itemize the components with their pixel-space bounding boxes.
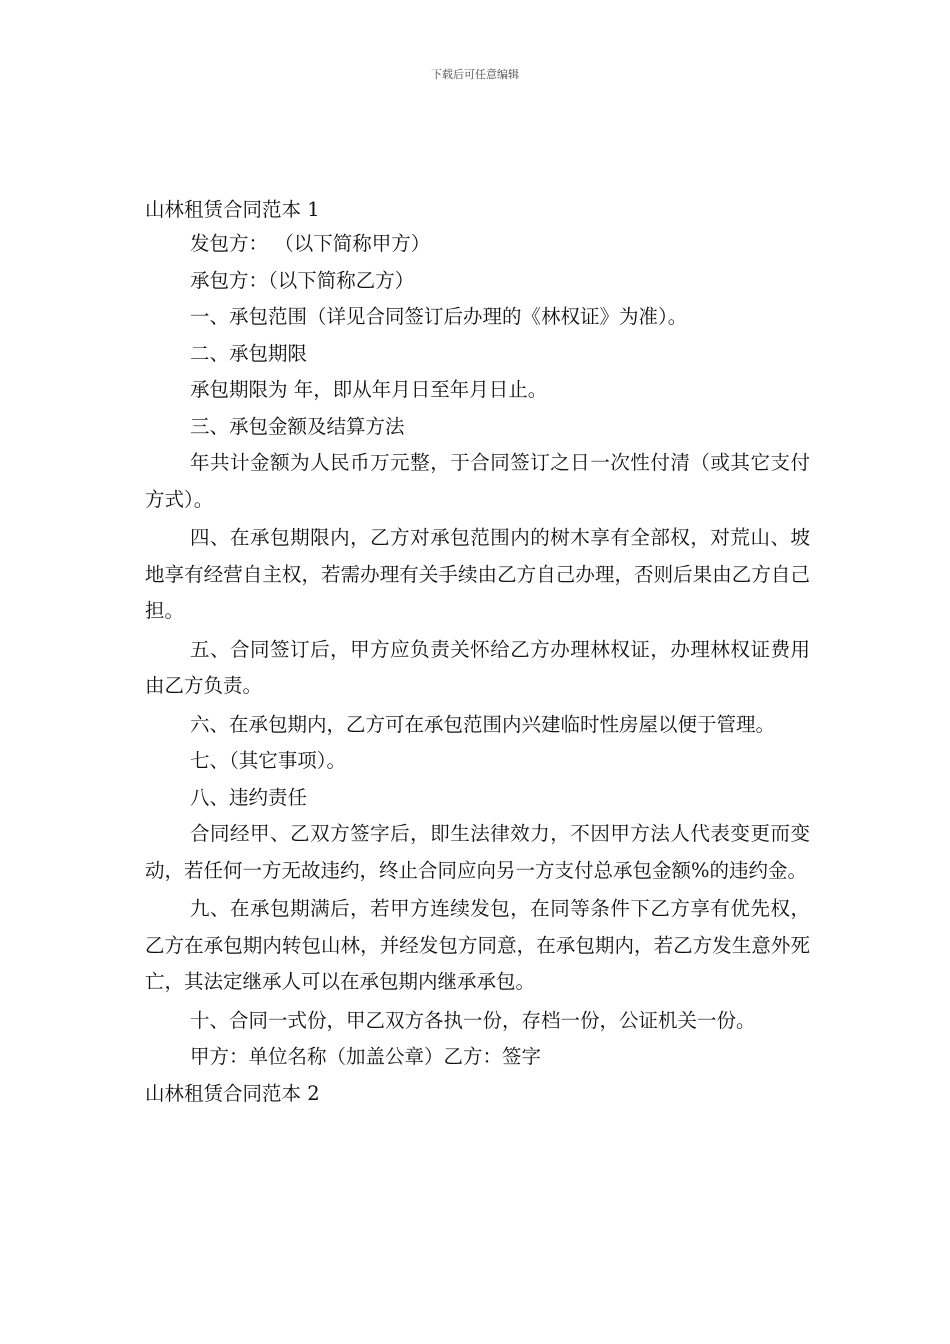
document-body [145, 196, 810, 1110]
contract-title-1: 山林租赁合同范本 1 [145, 198, 320, 221]
paragraph-priority: 九、在承包期满后，若甲方连续发包，在同等条件下乙方享有优先权，乙方在承包期内转包山林，并经发包方同意，在承包期内，若乙方发生意外死亡，其法定继承人可以在承包期内继承承包。 [145, 897, 810, 993]
paragraph-party-b: 承包方：（以下简称乙方） [190, 268, 415, 292]
paragraph-party-a: 发包方： （以下简称甲方） [190, 232, 431, 255]
paragraph-buildings: 六、在承包期内，乙方可在承包范围内兴建临时性房屋以便于管理。 [190, 712, 776, 736]
paragraph-signatures: 甲方：单位名称（加盖公章）乙方：签字 [190, 1045, 542, 1068]
paragraph-term-heading: 二、承包期限 [190, 341, 308, 365]
paragraph-amount-heading: 三、承包金额及结算方法 [190, 414, 405, 438]
paragraph-other-matters: 七、（其它事项）。 [190, 749, 347, 772]
paragraph-certificate: 五、合同签订后，甲方应负责关怀给乙方办理林权证，办理林权证费用由乙方负责。 [145, 637, 810, 697]
page-header-note: 下载后可任意编辑 [431, 68, 519, 81]
paragraph-liability-heading: 八、违约责任 [190, 785, 308, 809]
paragraph-rights: 四、在承包期限内，乙方对承包范围内的树木享有全部权，对荒山、坡地享有经营自主权，若需办理有关手续由乙方自己办理，否则后果由乙方自己 担。 [145, 526, 810, 622]
paragraph-term: 承包期限为 年，即从年月日至年月日止。 [190, 378, 548, 401]
paragraph-amount: 年共计金额为人民币万元整，于合同签订之日一次性付清（或其它支付方式）。 [145, 451, 810, 511]
paragraph-liability: 合同经甲、乙双方签字后，即生法律效力，不因甲方法人代表变更而变动，若任何一方无故违约，终止合同应向另一方支付总承包金额%的违约金。 [145, 822, 810, 882]
paragraph-scope: 一、承包范围（详见合同签订后办理的《林权证》为准）。 [190, 305, 688, 328]
paragraph-copies: 十、合同一式份，甲乙双方各执一份，存档一份，公证机关一份。 [190, 1008, 756, 1032]
contract-title-2: 山林租赁合同范本 2 [145, 1081, 320, 1105]
